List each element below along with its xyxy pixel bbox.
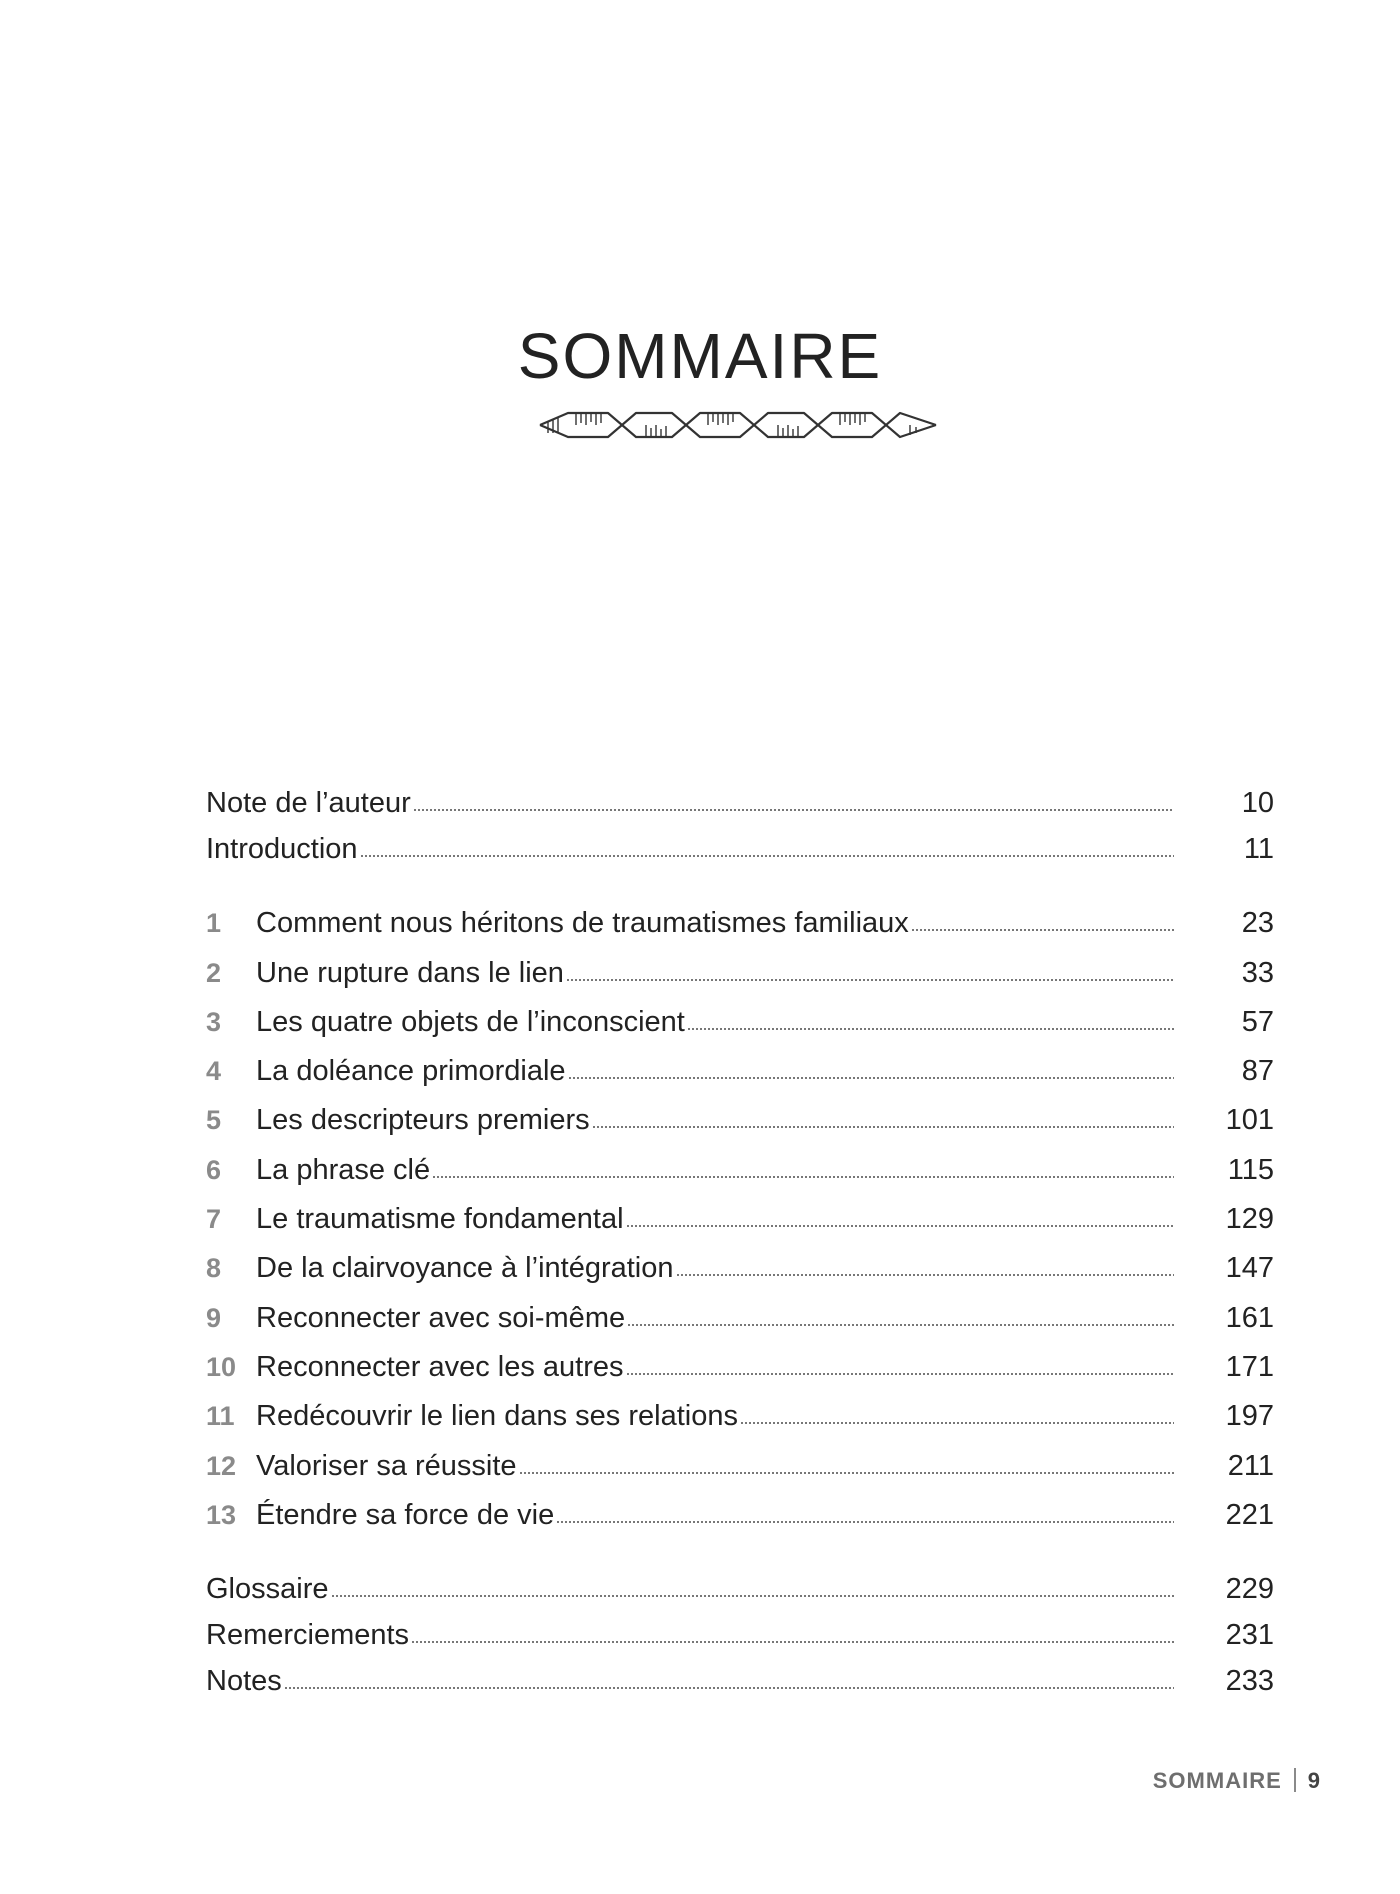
chapter-title: La phrase clé [256, 1153, 431, 1186]
chapter-title: Comment nous héritons de traumatismes familiaux [256, 907, 909, 940]
toc-chapter-entry[interactable] [206, 1187, 1274, 1236]
toc-chapters [206, 891, 1274, 1532]
dot-leader [568, 1077, 1174, 1079]
dot-leader [687, 1028, 1174, 1030]
dot-leader [360, 855, 1174, 857]
dot-leader [626, 1373, 1174, 1375]
chapter-title: Étendre sa force de vie [256, 1498, 555, 1531]
chapter-number: 7 [206, 1204, 222, 1235]
toc-chapter-entry[interactable] [206, 1039, 1274, 1088]
chapter-number: 6 [206, 1154, 222, 1185]
toc-chapter-entry[interactable] [206, 1483, 1274, 1532]
toc-chapter-entry[interactable] [206, 1285, 1274, 1334]
toc-entry-label: Glossaire [206, 1573, 329, 1605]
toc-entry-page: 231 [1225, 1619, 1274, 1651]
chapter-page: 171 [1225, 1350, 1274, 1383]
chapter-number: 2 [206, 957, 222, 988]
toc-chapter-entry[interactable] [206, 891, 1274, 940]
chapter-title: De la clairvoyance à l’intégration [256, 1252, 674, 1285]
chapter-number: 11 [206, 1401, 235, 1432]
dot-leader [284, 1687, 1174, 1689]
chapter-title: Les descripteurs premiers [256, 1104, 590, 1137]
toc-entry[interactable] [206, 1652, 1274, 1698]
toc-entry-label: Note de l’auteur [206, 787, 411, 819]
dna-helix-ornament [538, 405, 938, 445]
toc-entry[interactable] [206, 774, 1274, 820]
dot-leader [556, 1521, 1174, 1523]
toc-chapter-entry[interactable] [206, 1137, 1274, 1186]
chapter-page: 115 [1227, 1153, 1274, 1186]
dot-leader [519, 1472, 1174, 1474]
chapter-title: La doléance primordiale [256, 1055, 566, 1088]
chapter-number: 13 [206, 1499, 237, 1530]
dot-leader [676, 1274, 1175, 1276]
toc-entry-label: Notes [206, 1665, 282, 1697]
chapter-number: 10 [206, 1351, 237, 1382]
toc-entry-page: 11 [1243, 833, 1274, 865]
chapter-page: 101 [1225, 1104, 1274, 1137]
chapter-page: 221 [1225, 1498, 1274, 1531]
chapter-title: Une rupture dans le lien [256, 956, 564, 989]
chapter-number: 5 [206, 1105, 222, 1136]
chapter-number: 9 [206, 1302, 222, 1333]
toc-entry-page: 10 [1241, 787, 1274, 819]
toc-entry[interactable] [206, 1560, 1274, 1606]
chapter-page: 57 [1241, 1005, 1274, 1038]
chapter-page: 211 [1227, 1449, 1274, 1482]
chapter-page: 197 [1225, 1400, 1274, 1433]
toc-front-matter [206, 774, 1274, 866]
page-title: SOMMAIRE [517, 320, 883, 392]
chapter-number: 4 [206, 1056, 222, 1087]
chapter-title: Les quatre objets de l’inconscient [256, 1005, 685, 1038]
toc-chapter-entry[interactable] [206, 1384, 1274, 1433]
toc-chapter-entry[interactable] [206, 1335, 1274, 1384]
toc-chapter-entry[interactable] [206, 1088, 1274, 1137]
footer-divider [1294, 1768, 1296, 1792]
chapter-page: 87 [1241, 1055, 1274, 1088]
dot-leader [592, 1126, 1174, 1128]
chapter-number: 12 [206, 1450, 237, 1481]
chapter-page: 147 [1225, 1252, 1274, 1285]
chapter-title: Redécouvrir le lien dans ses relations [256, 1400, 738, 1433]
dot-leader [911, 929, 1174, 931]
dot-leader [331, 1595, 1175, 1597]
toc-back-matter [206, 1560, 1274, 1698]
toc-chapter-entry[interactable] [206, 990, 1274, 1039]
running-footer [1100, 1768, 1320, 1794]
toc-entry-label: Remerciements [206, 1619, 410, 1651]
chapter-number: 1 [206, 908, 222, 939]
toc-entry-page: 229 [1225, 1573, 1274, 1605]
footer-section-title: SOMMAIRE [1152, 1768, 1282, 1793]
chapter-page: 23 [1241, 907, 1274, 940]
dot-leader [627, 1324, 1174, 1326]
toc-entry-page: 233 [1225, 1665, 1274, 1697]
dot-leader [411, 1641, 1174, 1643]
chapter-title: Le traumatisme fondamental [256, 1203, 624, 1236]
toc-chapter-entry[interactable] [206, 940, 1274, 989]
chapter-page: 129 [1225, 1203, 1274, 1236]
toc-entry[interactable] [206, 820, 1274, 866]
chapter-title: Valoriser sa réussite [256, 1449, 517, 1482]
chapter-title: Reconnecter avec soi-même [256, 1301, 626, 1334]
dot-leader [740, 1422, 1174, 1424]
chapter-page: 33 [1241, 956, 1274, 989]
toc-entry-label: Introduction [206, 833, 358, 865]
toc-entry[interactable] [206, 1606, 1274, 1652]
dot-leader [626, 1225, 1174, 1227]
footer-page-number: 9 [1307, 1768, 1320, 1793]
chapter-page: 161 [1225, 1301, 1274, 1334]
toc-chapter-entry[interactable] [206, 1236, 1274, 1285]
toc-chapter-entry[interactable] [206, 1433, 1274, 1482]
dot-leader [566, 979, 1174, 981]
dot-leader [432, 1176, 1174, 1178]
chapter-number: 3 [206, 1006, 222, 1037]
chapter-title: Reconnecter avec les autres [256, 1350, 624, 1383]
chapter-number: 8 [206, 1253, 222, 1284]
dot-leader [413, 809, 1174, 811]
